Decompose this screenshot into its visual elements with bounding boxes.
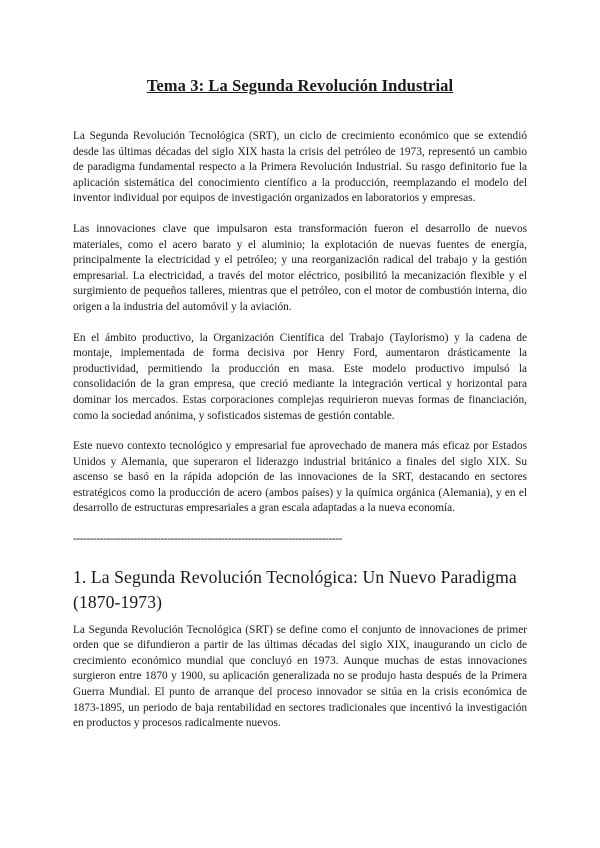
intro-paragraph-4: Este nuevo contexto tecnológico y empresarial fue aprovechado de manera más eficaz por Estados Unidos y Alemania, que superaron el liderazgo industrial británico a finales del siglo XIX. Su ascenso se basó en la rápida adopción de las innovaciones de la SRT, destacando en sectores estratégicos como la producción de acero (ambos países) y la química orgánica (Alemania), y en el desarrollo de estructuras empresariales a gran escala adaptadas a la nueva economía.	[73, 440, 527, 515]
intro-paragraph-2: Las innovaciones clave que impulsaron esta transformación fueron el desarrollo de nuevos materiales, como el acero barato y el aluminio; la explotación de nuevas fuentes de energía, principalmente la electricidad y el petróleo; y una reorganización radical del trabajo y la gestión empresarial. La electricidad, a través del motor eléctrico, posibilitó la mecanización flexible y el surgimiento de pequeños talleres, mientras que el petróleo, con el motor de combustión interna, dio origen a la industria del automóvil y la aviación.	[73, 222, 527, 313]
intro-paragraph-1: La Segunda Revolución Tecnológica (SRT), un ciclo de crecimiento económico que se extendió desde las últimas décadas del siglo XIX hasta la crisis del petróleo de 1973, representó un cambio de paradigma fundamental respecto a la Primera Revolución Industrial. Su rasgo definitorio fue la aplicación sistemática del conocimiento científico a la producción, reemplazando el modelo del inventor individual por equipos de investigación organizados en laboratorios y empresas.	[73, 130, 527, 205]
intro-paragraph-3: En el ámbito productivo, la Organización Científica del Trabajo (Taylorismo) y la cadena de montaje, implementada de forma decisiva por Henry Ford, aumentaron drásticamente la productividad, permitiendo la producción en masa. Este modelo productivo impulsó la consolidación de la gran empresa, que creció mediante la integración vertical y horizontal para dominar los mercados. Estas corporaciones complejas requirieron nuevas formas de financiación, como la sociedad anónima, y sofisticados sistemas de gestión contable.	[73, 331, 527, 422]
section-1-heading: 1. La Segunda Revolución Tecnológica: Un Nuevo Paradigma (1870-1973)	[73, 566, 517, 612]
document-title: Tema 3: La Segunda Revolución Industrial	[146, 76, 454, 95]
section-separator: --------------------------------------------------------------------------------	[73, 533, 342, 546]
section-1-paragraph: La Segunda Revolución Tecnológica (SRT) se define como el conjunto de innovaciones de primer orden que se difundieron a partir de las últimas décadas del siglo XIX, inaugurando un ciclo de crecimiento económico mundial que concluyó en 1973. Aunque muchas de estas innovaciones surgieron entre 1870 y 1900, su aplicación generalizada no se produjo hasta después de la Primera Guerra Mundial. El punto de arranque del proceso innovador se sitúa en la crisis económica de 1873-1895, un periodo de baja rentabilidad en sectores tradicionales que incentivó la investigación en productos y procesos radicalmente nuevos.	[73, 623, 527, 730]
